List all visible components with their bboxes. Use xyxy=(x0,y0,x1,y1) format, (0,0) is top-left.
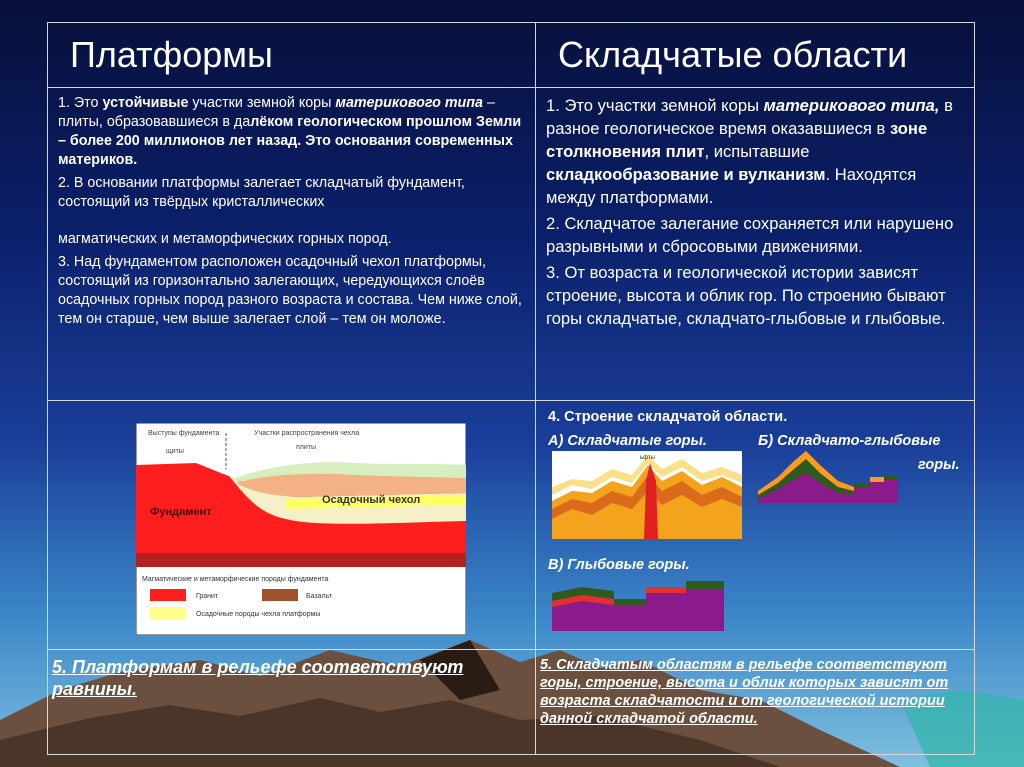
fold-diagram-cell xyxy=(536,401,975,650)
diagram-legend-title: Магматические и метаморфические породы фундамента xyxy=(142,576,329,583)
fold-type-b-label-2: горы. xyxy=(918,457,960,473)
fold-block-mountains-diagram xyxy=(758,451,898,505)
legend-sedimentary-label: Осадочные породы чехла платформы xyxy=(196,611,321,618)
legend-basalt-label: Базальт xyxy=(306,593,332,600)
fold-structure-title: 4. Строение складчатой области. xyxy=(548,409,788,425)
platforms-paragraph-2b: магматических и метаморфических горных пород. xyxy=(58,231,392,247)
fold-relief-text: 5. Складчатым областям в рельефе соответствуют горы, строение, высота и облик которых зависят от возраста складчатости и от геологической истории данной складчатой области. xyxy=(540,657,949,727)
right-p1-run: складкообразование и вулканизм xyxy=(546,165,826,184)
header-platforms xyxy=(48,23,536,88)
right-p1-run: зоне столкновения плит xyxy=(546,119,928,161)
fold-type-b-label: Б) Складчато-глыбовые xyxy=(758,433,941,449)
platform-diagram-cell xyxy=(48,401,536,650)
platforms-relief-text: 5. Платформам в рельефе соответствуют равнины. xyxy=(52,657,464,699)
fold-type-c-label: В) Глыбовые горы. xyxy=(548,557,690,573)
diagram-label-areas-sub: плиты xyxy=(296,444,317,451)
left-p1-run: устойчивые xyxy=(102,95,189,111)
header-fold-areas xyxy=(536,23,975,88)
fold-relief-cell xyxy=(536,650,975,755)
left-p1-run: 1. Это xyxy=(58,95,103,111)
header-right-title: Складчатые области xyxy=(558,34,908,75)
right-p1-run: , испытавшие xyxy=(704,142,810,161)
diagram-label-ledges-sub: щиты xyxy=(166,448,184,455)
diagram-label-ledges: Выступы фундамента xyxy=(148,430,220,437)
fold-paragraph-2: 2. Складчатое залегание сохраняется или нарушено разрывными и сбросовыми движениями. xyxy=(546,214,954,256)
diagram-label-foundation: Фундамент xyxy=(150,506,212,518)
left-p1-run: – плиты, образовавшиеся в да xyxy=(58,95,495,130)
folded-mountains-diagram xyxy=(552,451,742,539)
platforms-paragraph-2a: 2. В основании платформы залегает складчатый фундамент, состоящий из твёрдых кристаллических xyxy=(58,175,465,210)
platforms-relief-cell xyxy=(48,650,536,755)
platforms-paragraph-1 xyxy=(58,94,525,170)
right-p1-run: материкового типа, xyxy=(763,96,940,115)
comparison-table xyxy=(47,22,975,755)
right-p1-run: в разное геологическое время оказавшиеся в xyxy=(546,96,953,138)
fold-tiny-label: ьфты xyxy=(640,455,655,461)
diagram-label-cover: Осадочный чехол xyxy=(322,494,421,506)
header-left-title: Платформы xyxy=(70,34,273,75)
platforms-paragraph-3: 3. Над фундаментом расположен осадочный чехол платформы, состоящий из горизонтально залегающих, чередующихся слоёв осадочных горных пород разного возраста и состава. Чем ниже слой, тем он старше, чем выше залегает слой – тем он моложе. xyxy=(58,254,522,327)
fold-type-a-label: А) Складчатые горы. xyxy=(548,433,707,449)
legend-basalt-swatch xyxy=(262,589,298,601)
fold-paragraph-1 xyxy=(546,94,964,209)
platforms-text-cell xyxy=(48,88,536,401)
right-p1-run: . Находятся между платформами. xyxy=(546,165,917,207)
fold-areas-text-cell xyxy=(536,88,975,401)
legend-granite-label: Гранит xyxy=(196,593,219,600)
left-p1-run: лёком геологическом прошлом Земли – более 200 миллионов лет назад. Это основания современных материков. xyxy=(58,114,522,168)
diagram-label-areas: Участки распространения чехла xyxy=(254,430,360,437)
legend-granite-swatch xyxy=(150,589,186,601)
block-mountains-diagram xyxy=(552,581,724,631)
platform-structure-diagram xyxy=(136,423,466,635)
fold-paragraph-3: 3. От возраста и геологической истории зависят строение, высота и облик гор. По строению бывают горы складчатые, складчато-глыбовые и глыбовые. xyxy=(546,263,946,328)
right-p1-run: 1. Это участки земной коры xyxy=(546,96,764,115)
legend-sedimentary-swatch xyxy=(150,607,186,619)
left-p1-run: материкового типа xyxy=(335,95,483,111)
left-p1-run: участки земной коры xyxy=(188,95,336,111)
